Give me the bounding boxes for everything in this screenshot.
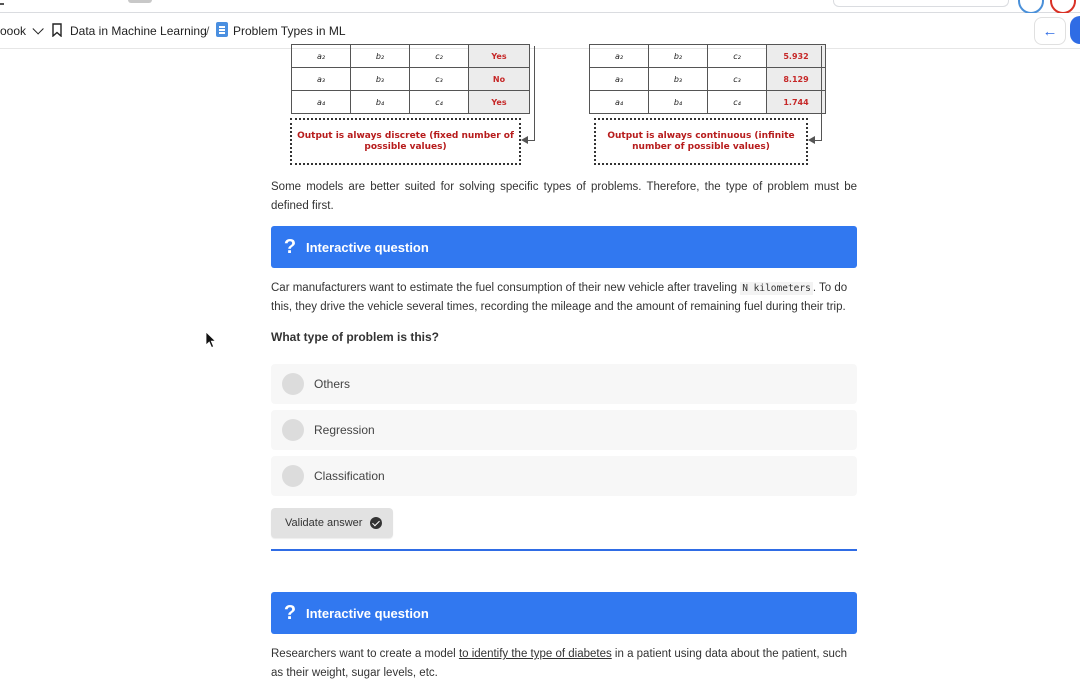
option-label: Others [314, 377, 351, 391]
book-selector[interactable] [0, 13, 40, 48]
interactive-question-banner [271, 592, 857, 634]
question-text-part: . To do this, they drive the vehicle several times, recording the mileage and the amount of remaining fuel during their trip. [271, 282, 848, 313]
question-text-part: Researchers want to create a model [271, 648, 459, 660]
breadcrumb [0, 13, 1080, 49]
table-row [590, 91, 826, 114]
arrow-left-icon: ← [1042, 22, 1058, 40]
discrete-note: Output is always discrete (fixed number of possible values) [290, 118, 521, 165]
page-icon [216, 22, 228, 37]
breadcrumb-section-link[interactable]: Data in Machine Learning [70, 23, 207, 38]
problem-types-figure [286, 48, 826, 170]
action-button[interactable] [1070, 16, 1080, 44]
classification-table [291, 44, 530, 114]
arrow-icon [808, 136, 815, 144]
banner-title: Interactive question [306, 605, 429, 621]
table-cell: a₃ [590, 68, 649, 91]
question-text-part: in a patient using data about the patient, such as their weight, sugar levels, etc. [271, 648, 848, 679]
profile-icon[interactable] [1018, 0, 1044, 14]
extension-icon[interactable] [1050, 0, 1076, 14]
table-row [590, 68, 826, 91]
table-cell: b₄ [351, 91, 410, 114]
table-cell: c₂ [708, 45, 767, 68]
inline-code: N kilometers [742, 283, 811, 294]
validate-answer-button[interactable] [271, 508, 393, 538]
radio-button[interactable] [282, 419, 304, 441]
cursor-icon [205, 331, 217, 349]
output-cell: No [469, 68, 530, 91]
table-row [292, 45, 530, 68]
question-mark-icon: ? [283, 235, 297, 258]
browser-tab[interactable] [128, 0, 152, 3]
bookmark-icon [52, 23, 62, 37]
radio-button[interactable] [282, 373, 304, 395]
table-cell: c₃ [708, 68, 767, 91]
table-cell: b₂ [351, 45, 410, 68]
table-cell: c₃ [410, 68, 469, 91]
output-cell: 5.932 [767, 45, 826, 68]
menu-dash-icon [0, 3, 4, 5]
validate-label: Validate answer [285, 517, 363, 529]
book-label: oook [0, 23, 27, 38]
output-cell: 8.129 [767, 68, 826, 91]
question-text-part: Car manufacturers want to estimate the fuel consumption of their new vehicle after traveling [271, 282, 741, 294]
table-cell: c₄ [708, 91, 767, 114]
table-cell: b₄ [649, 91, 708, 114]
intro-paragraph: Some models are better suited for solving specific types of problems. Therefore, the type of problem must be defined first. [271, 181, 857, 212]
table-cell: a₄ [292, 91, 351, 114]
arrow-icon [521, 136, 528, 144]
breadcrumb-separator: / [206, 23, 210, 38]
browser-search-box[interactable] [833, 0, 1009, 7]
table-cell: a₃ [292, 68, 351, 91]
regression-table [589, 44, 826, 114]
connector-line [821, 46, 822, 140]
option-label: Classification [314, 469, 385, 483]
answer-option-classification[interactable] [271, 456, 857, 496]
interactive-question-banner [271, 226, 857, 268]
question-mark-icon: ? [283, 601, 297, 624]
output-cell: Yes [469, 45, 530, 68]
check-circle-icon [370, 517, 382, 529]
table-cell: c₂ [410, 45, 469, 68]
back-button[interactable] [1034, 17, 1066, 45]
connector-line [534, 46, 535, 140]
browser-top-strip [0, 0, 1080, 13]
breadcrumb-current-page: Problem Types in ML [233, 23, 346, 38]
section-divider [271, 549, 857, 551]
question-text [271, 279, 857, 317]
banner-title: Interactive question [306, 239, 429, 255]
table-cell: a₄ [590, 91, 649, 114]
chevron-down-icon [32, 23, 43, 34]
table-cell: b₃ [649, 68, 708, 91]
answer-option-others[interactable] [271, 364, 857, 404]
question-prompt: What type of problem is this? [271, 330, 440, 344]
table-cell: b₂ [649, 45, 708, 68]
table-row [292, 91, 530, 114]
option-label: Regression [314, 423, 375, 437]
table-cell: a₂ [590, 45, 649, 68]
table-cell: a₂ [292, 45, 351, 68]
table-cell: c₄ [410, 91, 469, 114]
radio-button[interactable] [282, 465, 304, 487]
continuous-note: Output is always continuous (infinite number of possible values) [594, 118, 808, 165]
table-row [590, 45, 826, 68]
table-row [292, 68, 530, 91]
diabetes-link[interactable]: to identify the type of diabetes [458, 648, 612, 660]
output-cell: Yes [469, 91, 530, 114]
table-cell: b₃ [351, 68, 410, 91]
question-text [271, 645, 857, 683]
answer-option-regression[interactable] [271, 410, 857, 450]
output-cell: 1.744 [767, 91, 826, 114]
